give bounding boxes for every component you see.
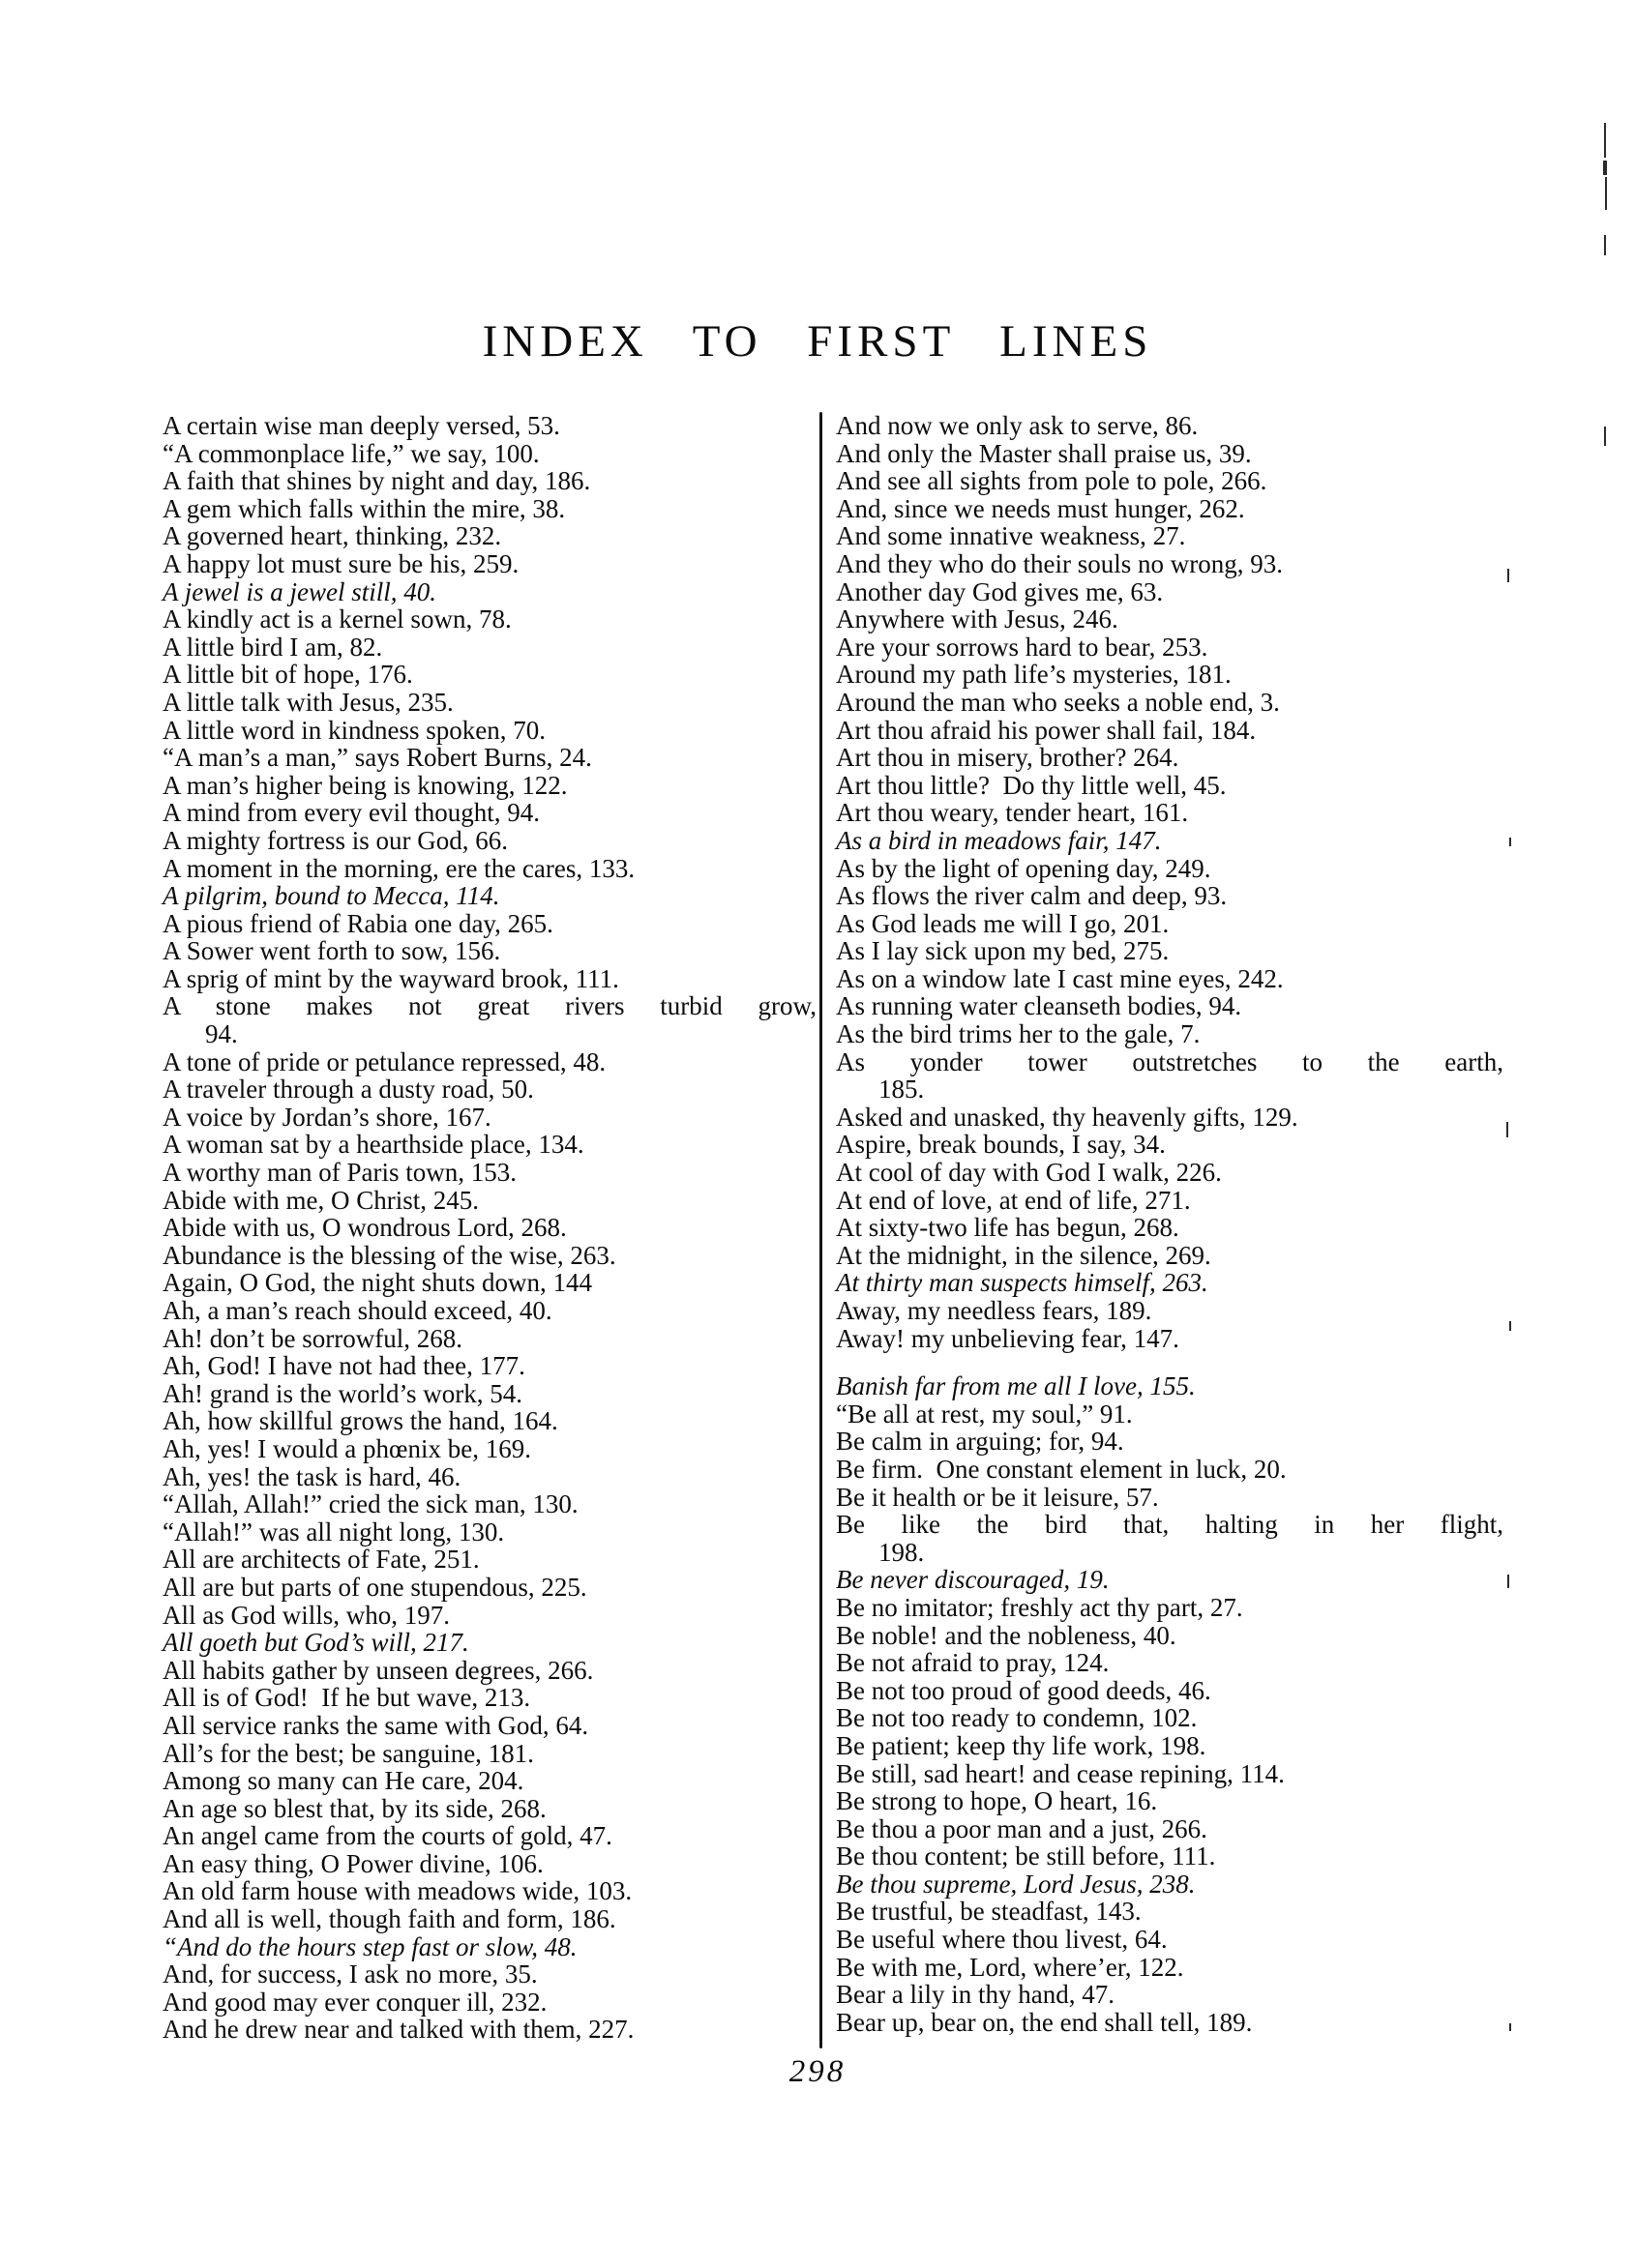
index-entry	[163, 1435, 817, 1463]
index-entry-text: A voice by Jordan’s shore, 167.	[163, 1102, 491, 1132]
index-entry-text: All are but parts of one stupendous, 225.	[163, 1572, 587, 1602]
index-entry-text: All habits gather by unseen degrees, 266.	[163, 1655, 594, 1685]
index-entry-text: Be no imitator; freshly act thy part, 27.	[836, 1592, 1243, 1622]
index-entry-text: A tone of pride or petulance repressed, 48.	[163, 1046, 607, 1076]
index-entry-text: As running water cleanseth bodies, 94.	[836, 991, 1242, 1021]
index-entry	[836, 1400, 1503, 1429]
index-column-left	[163, 412, 817, 2044]
index-entry	[836, 578, 1503, 606]
index-entry	[163, 578, 817, 606]
index-entry	[163, 1602, 817, 1630]
index-entry	[163, 1297, 817, 1325]
index-entry	[836, 1677, 1503, 1705]
index-entry-text: “Allah!” was all night long, 130.	[163, 1517, 505, 1546]
index-entry-text: A little bit of hope, 176.	[163, 660, 413, 690]
index-entry	[836, 522, 1503, 550]
index-entry-text: A little bird I am, 82.	[163, 632, 383, 662]
index-entry-text: And he drew near and talked with them, 227.	[163, 2015, 635, 2045]
scan-artifact	[1605, 177, 1607, 210]
index-entry-text: Be not too ready to condemn, 102.	[836, 1703, 1198, 1733]
index-entry	[836, 1456, 1503, 1484]
index-entry	[163, 1850, 817, 1878]
index-entry	[836, 2009, 1503, 2037]
index-entry-text: Bear up, bear on, the end shall tell, 189.	[836, 2007, 1253, 2037]
index-entry-text: Be strong to hope, O heart, 16.	[836, 1786, 1158, 1816]
index-entry	[836, 855, 1503, 883]
index-entry	[836, 661, 1503, 689]
index-entry	[163, 799, 817, 827]
index-entry	[163, 827, 817, 855]
index-entry	[163, 1657, 817, 1685]
index-entry-text: Around the man who seeks a noble end, 3.	[836, 687, 1280, 717]
index-entry	[163, 522, 817, 550]
index-entry-text: And all is well, though faith and form, 186.	[163, 1904, 616, 1934]
index-entry-text: And see all sights from pole to pole, 266.	[836, 466, 1267, 496]
index-entry-text: A little word in kindness spoken, 70.	[163, 715, 546, 745]
index-entry-text: A Sower went forth to sow, 156.	[163, 936, 501, 966]
index-entry	[836, 717, 1503, 745]
index-entry-text: Be firm. One constant element in luck, 20.	[836, 1454, 1287, 1484]
index-entry	[163, 1518, 817, 1546]
index-entry	[836, 1787, 1503, 1815]
index-entry	[163, 1684, 817, 1712]
index-entry-text: A moment in the morning, ere the cares, 133.	[163, 853, 636, 883]
index-entry-text: Ah! don’t be sorrowful, 268.	[163, 1323, 462, 1353]
index-entry	[163, 1574, 817, 1602]
index-entry	[163, 1712, 817, 1740]
index-entry-text: As yonder tower outstretches to the earth,	[836, 1046, 1503, 1076]
index-entry-text: Abundance is the blessing of the wise, 263.	[163, 1240, 616, 1270]
index-entry	[836, 1704, 1503, 1732]
index-entry	[836, 1760, 1503, 1788]
index-entry-text: All service ranks the same with God, 64.	[163, 1710, 589, 1740]
index-entry	[836, 882, 1503, 910]
index-entry	[836, 1269, 1503, 1297]
index-entry	[163, 1795, 817, 1823]
index-entry	[836, 1842, 1503, 1870]
index-entry-text: Ah! grand is the world’s work, 54.	[163, 1378, 522, 1408]
scan-artifact	[1509, 2023, 1511, 2031]
index-entry-continuation: 94.	[205, 1019, 238, 1049]
index-entry	[163, 910, 817, 938]
index-entry-text: Among so many can He care, 204.	[163, 1766, 524, 1796]
index-entry	[836, 1566, 1503, 1594]
index-entry	[836, 1870, 1503, 1899]
index-entry	[836, 1594, 1503, 1622]
index-entry-text: Be thou content; be still before, 111.	[836, 1841, 1216, 1871]
index-entry-text: Around my path life’s mysteries, 181.	[836, 660, 1232, 690]
index-entry	[836, 1926, 1503, 1954]
index-entry	[836, 1649, 1503, 1677]
page-title: INDEX TO FIRST LINES	[482, 316, 1153, 367]
index-entry-text: “A man’s a man,” says Robert Burns, 24.	[163, 743, 592, 773]
index-entry-text: Art thou weary, tender heart, 161.	[836, 798, 1189, 828]
index-entry	[836, 1484, 1503, 1512]
index-entry-text: As God leads me will I go, 201.	[836, 908, 1170, 938]
index-entry	[163, 1159, 817, 1187]
index-entry-text: As the bird trims her to the gale, 7.	[836, 1019, 1201, 1049]
index-entry-text: As by the light of opening day, 249.	[836, 853, 1211, 883]
index-entry	[836, 1131, 1503, 1159]
index-entry-text: Be calm in arguing; for, 94.	[836, 1427, 1124, 1457]
index-entry	[836, 1187, 1503, 1215]
index-entry-text: Be it health or be it leisure, 57.	[836, 1482, 1159, 1512]
index-entry-text: Art thou afraid his power shall fail, 184.	[836, 715, 1257, 745]
index-entry	[163, 1214, 817, 1242]
scan-artifact	[1604, 427, 1606, 446]
index-entry-text: A governed heart, thinking, 232.	[163, 521, 502, 551]
index-entry	[163, 855, 817, 883]
index-entry-text: And they who do their souls no wrong, 93.	[836, 548, 1283, 578]
index-entry	[836, 1325, 1503, 1353]
index-entry	[163, 605, 817, 633]
index-entry	[836, 1954, 1503, 1982]
index-entry	[836, 550, 1503, 578]
index-entry-text: All is of God! If he but wave, 213.	[163, 1683, 531, 1713]
index-entry-text: All goeth but God’s will, 217.	[163, 1628, 469, 1658]
scan-artifact	[1507, 1575, 1509, 1588]
index-entry-text: Ah, yes! I would a phœnix be, 169.	[163, 1433, 531, 1463]
index-entry-text: As on a window late I cast mine eyes, 242.	[836, 963, 1284, 993]
index-entry	[836, 937, 1503, 965]
index-entry	[836, 1297, 1503, 1325]
index-entry	[163, 1104, 817, 1132]
index-entry-text: “Allah, Allah!” cried the sick man, 130.	[163, 1489, 579, 1519]
index-entry-text: Away, my needless fears, 189.	[836, 1296, 1152, 1325]
index-entry	[836, 965, 1503, 993]
index-entry	[163, 1325, 817, 1353]
index-entry-text: At cool of day with God I walk, 226.	[836, 1158, 1222, 1188]
index-entry	[836, 1815, 1503, 1843]
index-entry-text: A woman sat by a hearthside place, 134.	[163, 1130, 584, 1160]
index-entry	[163, 495, 817, 523]
index-entry	[163, 1905, 817, 1933]
index-entry	[836, 633, 1503, 662]
index-entry-continuation: 198.	[878, 1537, 925, 1567]
scan-artifact	[1506, 1122, 1508, 1137]
index-entry	[836, 910, 1503, 938]
index-entry-text: “Be all at rest, my soul,” 91.	[836, 1399, 1133, 1429]
index-entry	[163, 1960, 817, 1988]
index-entry-text: Be not too proud of good deeds, 46.	[836, 1675, 1211, 1705]
index-entry-text: “And do the hours step fast or slow, 48.	[163, 1931, 578, 1961]
index-entry-text: Be patient; keep thy life work, 198.	[836, 1730, 1206, 1760]
index-entry	[836, 1242, 1503, 1270]
index-entry	[163, 1075, 817, 1104]
index-entry	[163, 1877, 817, 1905]
index-entry	[836, 1104, 1503, 1132]
index-entry	[163, 717, 817, 745]
index-entry	[163, 1490, 817, 1518]
index-entry-text: A little talk with Jesus, 235.	[163, 687, 454, 717]
index-entry-text: Ah, yes! the task is hard, 46.	[163, 1461, 461, 1491]
index-entry-continuation: 185.	[878, 1075, 925, 1105]
index-entry-text: Art thou in misery, brother? 264.	[836, 743, 1179, 773]
index-entry	[163, 467, 817, 495]
index-entry-text: Again, O God, the night shuts down, 144	[163, 1268, 592, 1298]
index-entry-text: A jewel is a jewel still, 40.	[163, 576, 436, 606]
index-entry	[163, 882, 817, 910]
index-entry-text: At end of love, at end of life, 271.	[836, 1185, 1191, 1215]
index-entry	[163, 633, 817, 662]
index-entry-text: An easy thing, O Power divine, 106.	[163, 1848, 544, 1878]
index-entry-text: Ah, a man’s reach should exceed, 40.	[163, 1296, 552, 1325]
index-entry	[836, 992, 1503, 1020]
index-entry	[163, 1546, 817, 1574]
index-entry-text: As a bird in meadows fair, 147.	[836, 825, 1162, 855]
index-entry-text: A stone makes not great rivers turbid grow,	[163, 991, 817, 1021]
index-entry	[836, 827, 1503, 855]
index-entry	[836, 1159, 1503, 1187]
index-entry	[836, 1898, 1503, 1926]
index-entry	[836, 495, 1503, 523]
index-entry	[163, 1740, 817, 1768]
index-entry	[836, 772, 1503, 800]
index-entry-text: All as God wills, who, 197.	[163, 1600, 450, 1630]
index-entry-text: Aspire, break bounds, I say, 34.	[836, 1130, 1166, 1160]
index-entry-text: Anywhere with Jesus, 246.	[836, 604, 1118, 634]
index-entry-text: Be never discouraged, 19.	[836, 1565, 1110, 1595]
index-entry	[163, 1933, 817, 1961]
scan-artifact	[1509, 1321, 1511, 1331]
index-entry-text: A man’s higher being is knowing, 122.	[163, 770, 568, 800]
index-entry-text: All’s for the best; be sanguine, 181.	[163, 1738, 534, 1768]
index-entry-text: Abide with us, O wondrous Lord, 268.	[163, 1213, 567, 1243]
index-entry	[163, 1988, 817, 2017]
index-entry	[836, 1511, 1503, 1566]
index-entry-text: At thirty man suspects himself, 263.	[836, 1268, 1208, 1298]
index-entry-text: Be noble! and the nobleness, 40.	[836, 1620, 1176, 1650]
index-entry-text: As I lay sick upon my bed, 275.	[836, 936, 1170, 966]
index-entry	[163, 689, 817, 717]
index-columns	[163, 412, 1503, 2048]
index-entry-text: And some innative weakness, 27.	[836, 521, 1186, 551]
index-entry-text: All are architects of Fate, 251.	[163, 1545, 480, 1575]
scan-artifact	[1604, 235, 1606, 255]
index-entry	[163, 1048, 817, 1076]
index-entry-text: An old farm house with meadows wide, 103.	[163, 1876, 633, 1906]
index-entry-text: A certain wise man deeply versed, 53.	[163, 411, 560, 440]
index-entry	[163, 1352, 817, 1380]
index-entry	[836, 440, 1503, 468]
index-entry	[163, 1269, 817, 1297]
index-entry	[163, 1407, 817, 1435]
index-entry	[836, 1048, 1503, 1104]
index-entry	[836, 744, 1503, 772]
index-entry-text: A faith that shines by night and day, 186.	[163, 466, 591, 496]
index-entry-text: Away! my unbelieving fear, 147.	[836, 1323, 1179, 1353]
index-entry-text: Be thou supreme, Lord Jesus, 238.	[836, 1869, 1196, 1899]
index-entry	[163, 965, 817, 993]
index-entry	[163, 1131, 817, 1159]
index-entry-text: And only the Master shall praise us, 39.	[836, 438, 1252, 468]
index-entry-text: And, since we needs must hunger, 262.	[836, 493, 1245, 523]
scan-artifact	[1604, 123, 1606, 158]
index-entry-text: A pilgrim, bound to Mecca, 114.	[163, 881, 500, 911]
index-entry-text: A happy lot must sure be his, 259.	[163, 548, 520, 578]
index-entry	[163, 2016, 817, 2044]
index-entry-text: At sixty-two life has begun, 268.	[836, 1213, 1179, 1243]
index-entry	[836, 799, 1503, 827]
index-entry	[163, 992, 817, 1047]
index-entry-text: A sprig of mint by the wayward brook, 111.	[163, 963, 619, 993]
index-entry-text: Banish far from me all I love, 155.	[836, 1371, 1196, 1401]
index-entry	[836, 1214, 1503, 1242]
index-entry-text: Be with me, Lord, where’er, 122.	[836, 1952, 1184, 1982]
index-entry-text: Bear a lily in thy hand, 47.	[836, 1980, 1115, 2010]
index-entry	[163, 744, 817, 772]
index-entry	[163, 412, 817, 440]
index-entry-text: Be trustful, be steadfast, 143.	[836, 1897, 1142, 1927]
index-entry	[836, 412, 1503, 440]
scan-artifact	[1509, 838, 1511, 846]
index-entry	[163, 440, 817, 468]
index-entry	[836, 1622, 1503, 1650]
index-entry-text: Ah, how skillful grows the hand, 164.	[163, 1406, 558, 1436]
index-entry-text: Be still, sad heart! and cease repining, 114.	[836, 1758, 1285, 1788]
index-entry	[836, 1428, 1503, 1456]
index-entry	[836, 1981, 1503, 2009]
index-entry	[163, 550, 817, 578]
index-entry-text: Be useful where thou livest, 64.	[836, 1925, 1168, 1955]
index-entry-text: And good may ever conquer ill, 232.	[163, 1987, 548, 2017]
scan-artifact	[1603, 161, 1607, 175]
index-entry	[163, 1380, 817, 1408]
index-entry-text: A pious friend of Rabia one day, 265.	[163, 908, 553, 938]
index-entry	[836, 1020, 1503, 1048]
index-entry-text: “A commonplace life,” we say, 100.	[163, 438, 540, 468]
index-entry	[836, 1732, 1503, 1760]
index-entry	[836, 467, 1503, 495]
index-entry-text: A mighty fortress is our God, 66.	[163, 825, 508, 855]
index-entry-text: And, for success, I ask no more, 35.	[163, 1959, 538, 1989]
index-entry	[163, 1767, 817, 1795]
scan-artifact	[1507, 569, 1509, 582]
index-entry-text: Asked and unasked, thy heavenly gifts, 129.	[836, 1102, 1298, 1132]
index-entry-text: Be like the bird that, halting in her flight,	[836, 1510, 1503, 1540]
index-column-right	[822, 412, 1503, 2036]
index-entry-text: Art thou little? Do thy little well, 45.	[836, 770, 1227, 800]
index-entry-text: As flows the river calm and deep, 93.	[836, 881, 1228, 911]
index-entry-text: A gem which falls within the mire, 38.	[163, 493, 566, 523]
index-entry	[836, 689, 1503, 717]
index-entry-text: An angel came from the courts of gold, 47.	[163, 1821, 612, 1851]
index-entry	[163, 772, 817, 800]
index-entry	[163, 1242, 817, 1270]
index-entry	[836, 605, 1503, 633]
index-entry-text: A mind from every evil thought, 94.	[163, 798, 540, 828]
index-entry-text: A worthy man of Paris town, 153.	[163, 1158, 517, 1188]
index-entry-text: Be not afraid to pray, 124.	[836, 1648, 1110, 1678]
index-entry-text: A traveler through a dusty road, 50.	[163, 1075, 534, 1105]
index-entry-text: An age so blest that, by its side, 268.	[163, 1793, 547, 1823]
index-entry-text: At the midnight, in the silence, 269.	[836, 1240, 1211, 1270]
index-entry	[163, 1187, 817, 1215]
index-entry-text: And now we only ask to serve, 86.	[836, 411, 1199, 440]
index-entry	[163, 661, 817, 689]
index-entry	[163, 1629, 817, 1657]
index-entry-text: Be thou a poor man and a just, 266.	[836, 1813, 1207, 1843]
index-entry-text: Are your sorrows hard to bear, 253.	[836, 632, 1208, 662]
index-entry-text: A kindly act is a kernel sown, 78.	[163, 604, 512, 634]
index-entry-text: Ah, God! I have not had thee, 177.	[163, 1351, 525, 1381]
index-entry	[163, 937, 817, 965]
index-entry	[163, 1463, 817, 1491]
index-entry	[163, 1822, 817, 1850]
page-number: 298	[788, 2054, 847, 2089]
index-entry-text: Another day God gives me, 63.	[836, 576, 1164, 606]
index-entry-text: Abide with me, O Christ, 245.	[163, 1185, 479, 1215]
index-entry	[836, 1372, 1503, 1400]
